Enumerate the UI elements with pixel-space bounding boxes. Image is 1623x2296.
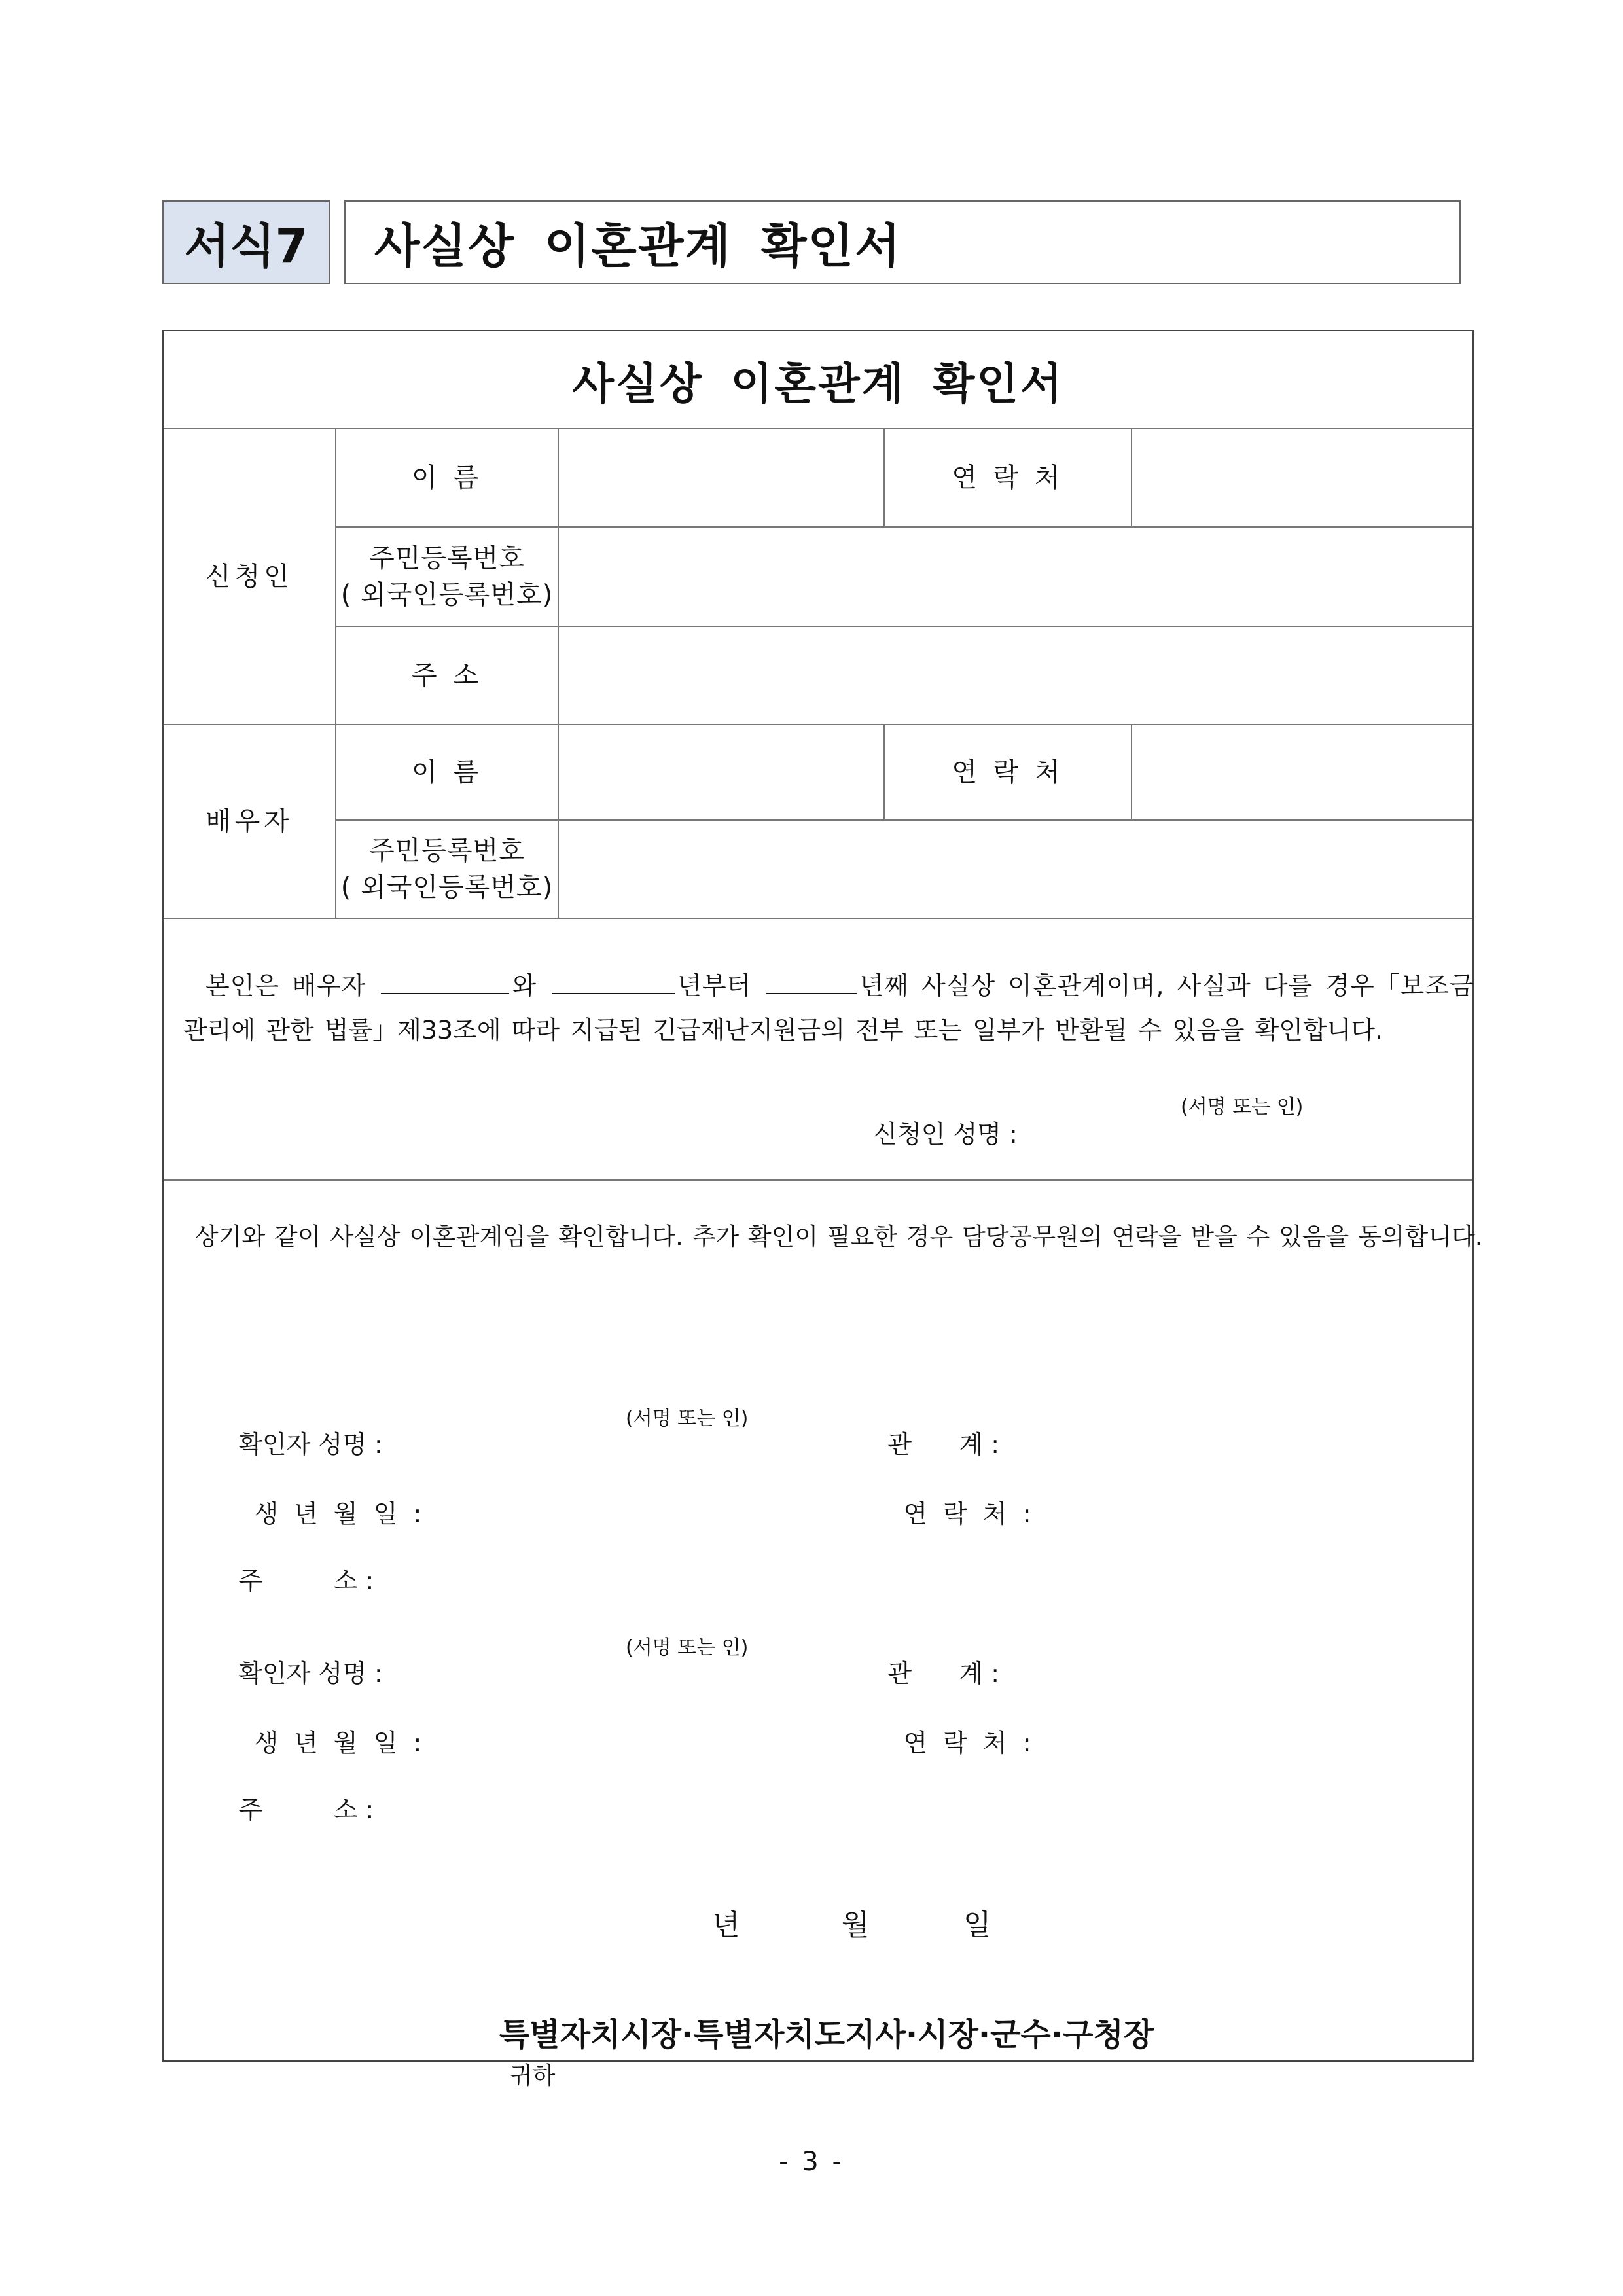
confirmer-2-address-label-text: 주 소 : [238,1795,374,1824]
applicant-signature-label-text: 신청인 성명 : [873,1120,1018,1149]
statement-part-3: 년부터 [677,971,752,1000]
form-heading-text: 사실상 이혼관계 확인서 [572,358,1064,409]
spouse-id-label-text: 주민등록번호 [369,836,525,866]
confirmer-1-signature-field[interactable] [626,1402,748,1431]
confirmer-1-relation-label-text: 관 계 : [887,1430,1000,1459]
spouse-section-label [164,725,335,918]
form-title: 사실상 이혼관계 확인서 [374,219,902,274]
divider [164,1179,1472,1181]
confirmer-1-address-label-text: 주 소 : [238,1566,374,1595]
confirmer-1-name-label-text: 확인자 성명 : [238,1430,383,1459]
confirmer-1-address-label [207,1532,374,1625]
form-heading [164,331,1472,428]
applicant-name-label-text: 이 름 [412,463,482,493]
applicant-signature-field[interactable] [1181,1090,1303,1119]
confirmer-2-address-label [207,1761,374,1854]
applicant-id-label-text: 주민등록번호 [369,543,525,573]
divider [164,918,1472,919]
signature-or-seal-note: (서명 또는 인) [626,1407,749,1430]
confirmation-statement [195,1212,1483,1262]
applicant-contact-label [885,429,1131,526]
page-number-text: - 3 - [779,2147,844,2177]
spouse-foreign-id-label-text: ( 외국인등록번호) [340,872,554,903]
confirmation-statement-text: 상기와 같이 사실상 이혼관계임을 확인합니다. 추가 확인이 필요한 경우 담당공무원의 연락을 받을 수 있음을 동의합니다. [195,1223,1483,1251]
applicant-contact-label-text: 연 락 처 [952,463,1064,493]
signature-or-seal-note: (서명 또는 인) [1181,1096,1304,1119]
spouse-contact-field[interactable] [1132,725,1472,819]
applicant-id-label [336,528,558,626]
spouse-name-field[interactable] [559,725,883,819]
statement-line-2 [183,1005,1383,1055]
form-title-box [344,200,1461,284]
page-number [0,2147,1623,2177]
statement-part-4: 년째 사실상 이혼관계이며, 사실과 다를 경우「보조금 [859,971,1474,1000]
spouse-name-blank[interactable] [381,967,509,994]
applicant-name-label [336,429,558,526]
confirmer-2-contact-label-text: 연 락 처 : [903,1729,1035,1757]
form-number-badge [162,200,330,284]
date-month-text: 월 [841,1909,870,1942]
confirmer-1-contact-label-text: 연 락 처 : [903,1499,1035,1528]
applicant-contact-field[interactable] [1132,429,1472,526]
applicant-foreign-id-label-text: ( 외국인등록번호) [340,580,554,610]
statement-part-1: 본인은 배우자 [205,971,366,1000]
statement-line-1 [205,961,1474,1011]
applicant-label-text: 신청인 [205,562,293,592]
confirmer-1-birth-label-text: 생 년 월 일 : [254,1499,426,1528]
applicant-address-label-text: 주 소 [412,660,482,691]
start-year-blank[interactable] [552,967,675,994]
date-month-label [805,1868,869,1977]
recipient-suffix: 귀하 [509,2062,556,2089]
confirmer-2-signature-field[interactable] [626,1631,748,1660]
confirmer-2-birth-label-text: 생 년 월 일 : [254,1729,426,1757]
date-year-text: 년 [711,1909,740,1942]
spouse-id-field[interactable] [559,821,1472,918]
applicant-address-label [336,627,558,724]
recipient-text: 특별자치시장·특별자치도지사·시장·군수·구청장 [499,2017,1154,2053]
statement-line-2-text: 관리에 관한 법률」제33조에 따라 지급된 긴급재난지원금의 전부 또는 일부가 반환될 수 있음을 확인합니다. [183,1016,1383,1045]
applicant-id-field[interactable] [559,528,1472,626]
applicant-section-label [164,429,335,724]
spouse-name-label [336,725,558,819]
confirmer-2-name-label-text: 확인자 성명 : [238,1659,383,1688]
date-day-text: 일 [963,1909,991,1942]
spouse-label-text: 배우자 [205,806,293,836]
confirmer-1-contact-label [856,1465,1035,1558]
statement-part-2: 와 [512,971,537,1000]
spouse-contact-label-text: 연 락 처 [952,757,1064,787]
duration-years-blank[interactable] [766,967,857,994]
signature-or-seal-note: (서명 또는 인) [626,1636,749,1659]
spouse-id-label [336,821,558,918]
applicant-name-field[interactable] [559,429,883,526]
spouse-name-label-text: 이 름 [412,757,482,787]
recipient [455,1973,1154,2128]
confirmer-2-relation-label-text: 관 계 : [887,1659,1000,1688]
date-day-label [927,1868,991,1977]
confirmation-form [162,330,1483,2089]
date-year-label [675,1868,740,1977]
applicant-signature-label [842,1085,1018,1179]
form-number-text: 서식7 [184,219,308,274]
spouse-contact-label [885,725,1131,819]
applicant-address-field[interactable] [559,627,1472,724]
confirmer-2-contact-label [856,1694,1035,1787]
